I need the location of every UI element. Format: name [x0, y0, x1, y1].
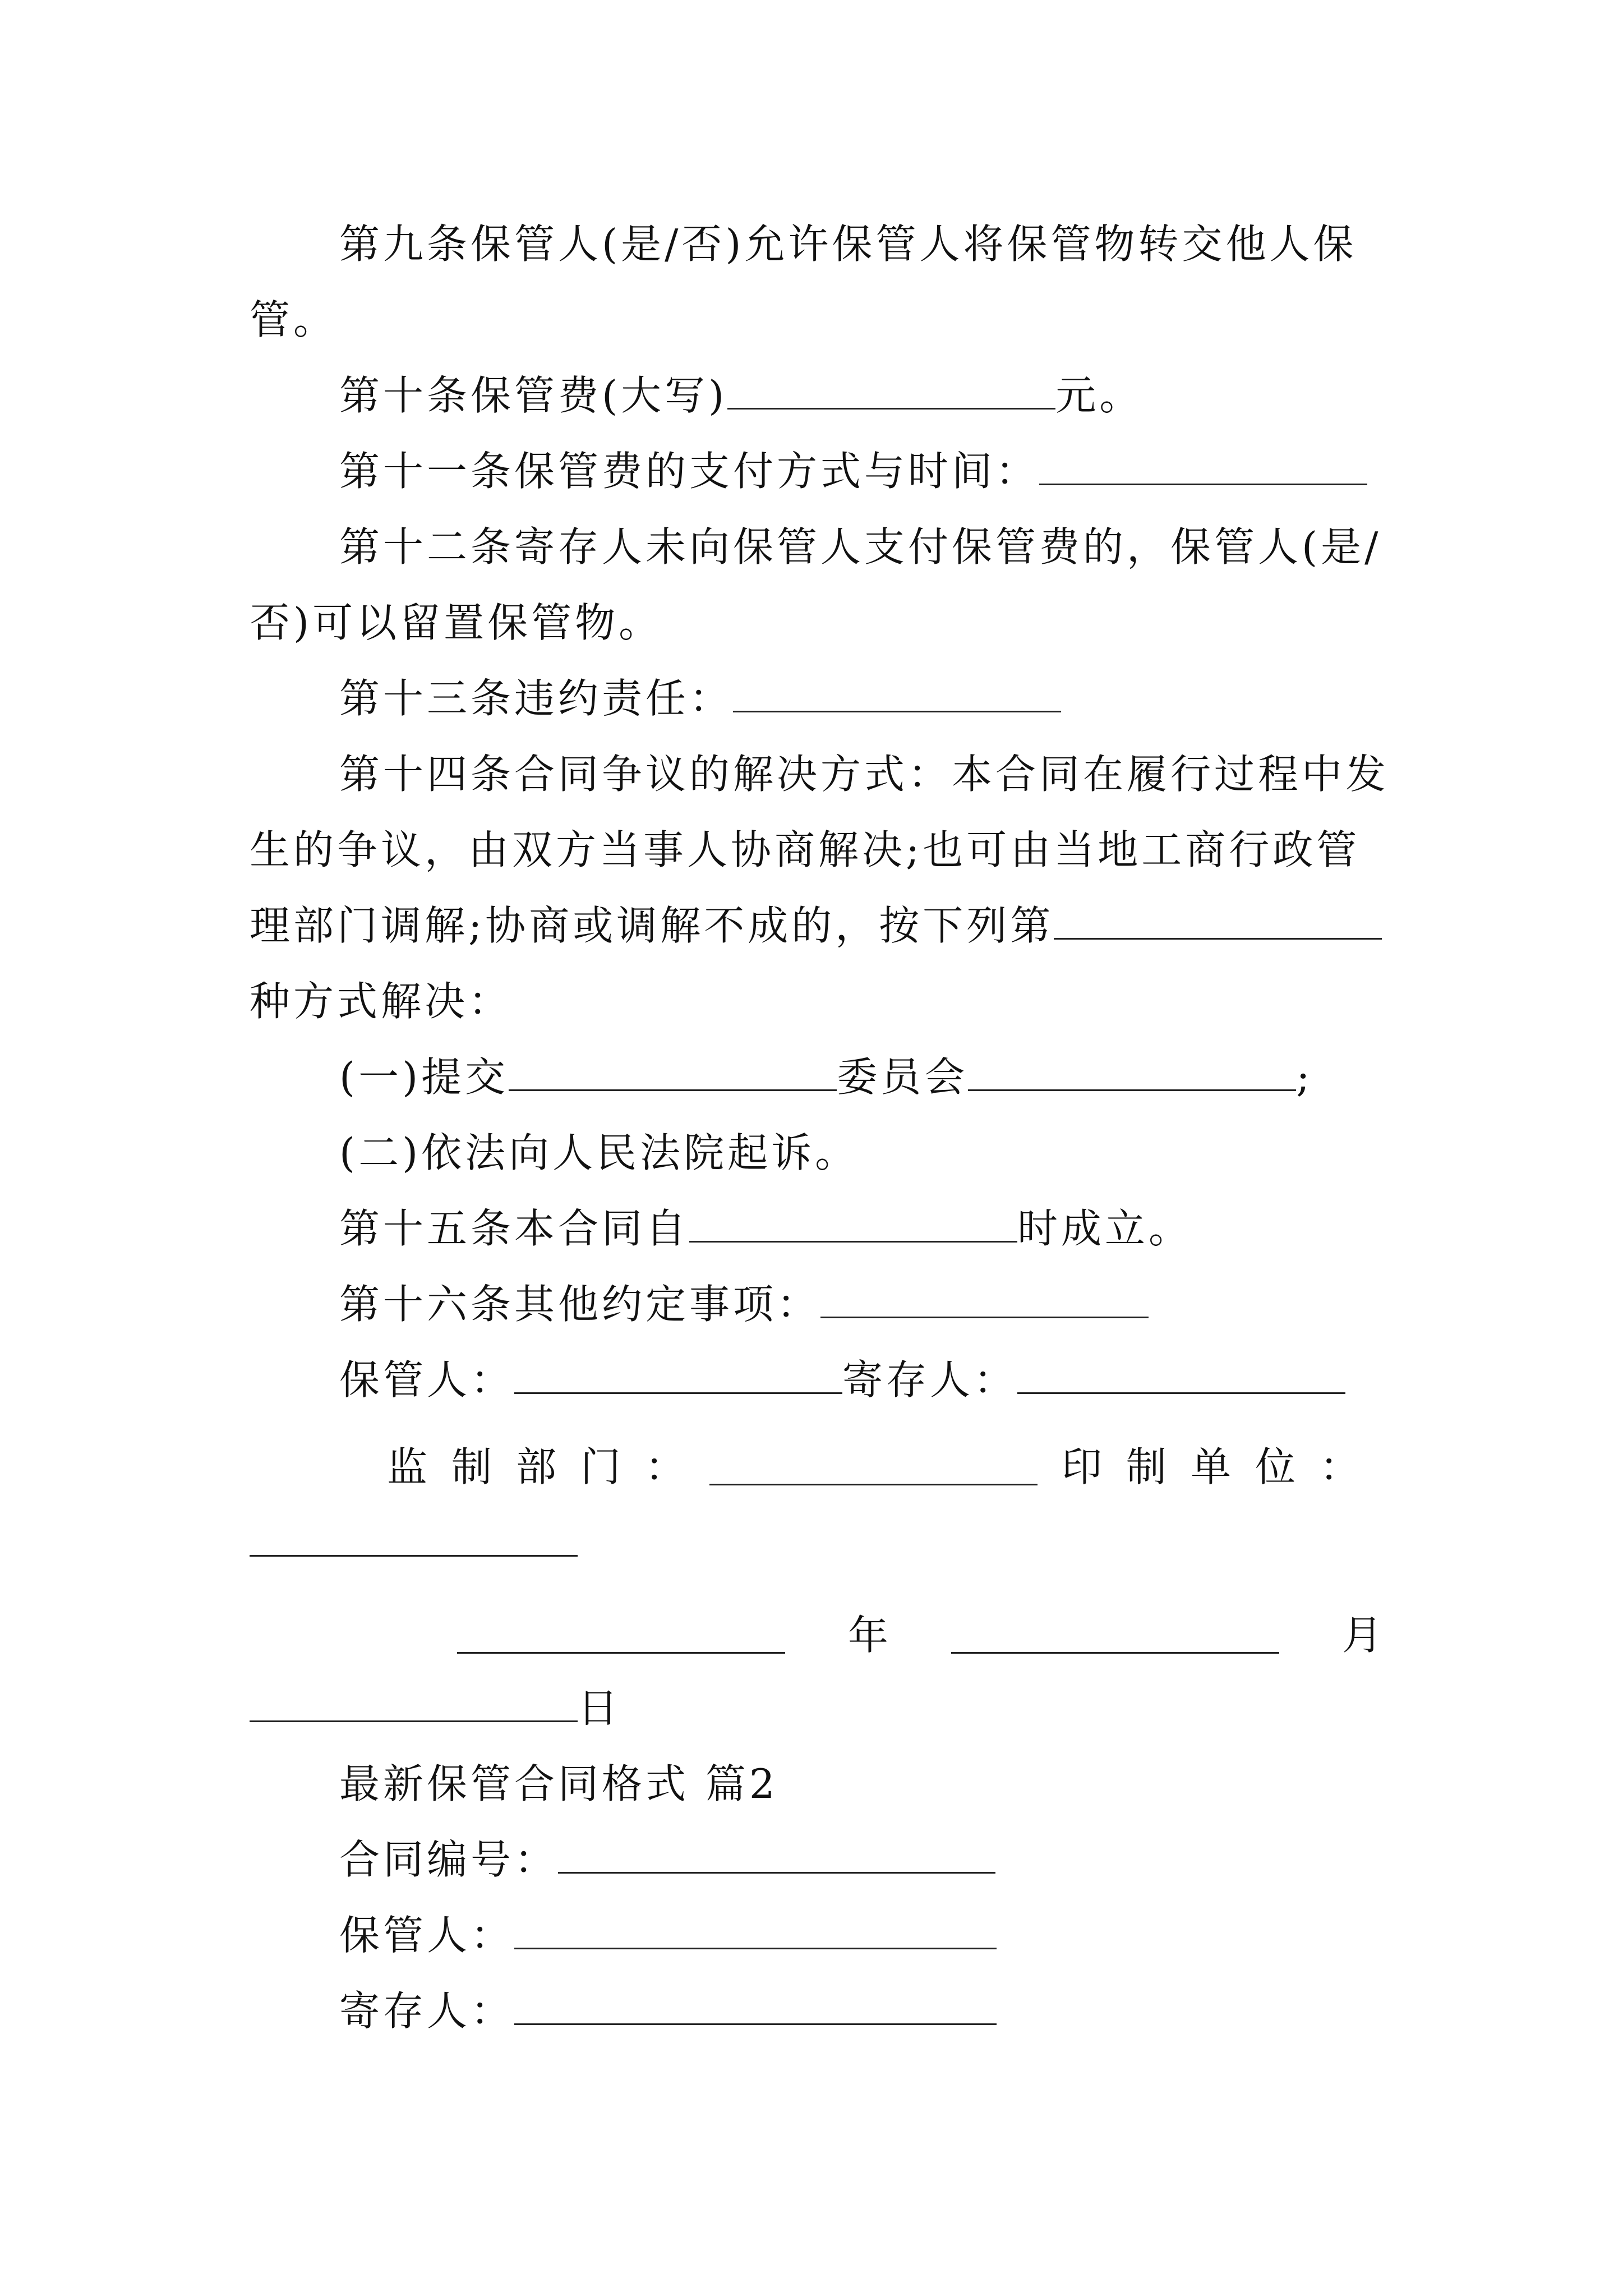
month-label: 月: [1341, 1612, 1382, 1659]
printer-char-5: ：: [1319, 1443, 1360, 1490]
depositor-label: 寄存人：: [842, 1356, 1018, 1404]
supervisor-char-5: ：: [645, 1443, 686, 1490]
depositor-2-line: [339, 1983, 997, 2039]
section-2-title: 最新保管合同格式 篇2: [339, 1760, 778, 1807]
supervisor-char-3: 部: [516, 1443, 557, 1490]
article-15-text: 第十五条本合同自: [339, 1205, 690, 1252]
printer-char-1: 印: [1061, 1443, 1102, 1490]
article-11: [339, 443, 1367, 499]
article-13-text: 第十三条违约责任：: [339, 675, 734, 722]
option-1: [339, 1049, 1313, 1105]
custodian-label: 保管人：: [339, 1356, 515, 1404]
contract-number-label: 合同编号：: [339, 1836, 559, 1883]
option-2: (二)依法向人民法院起诉。: [339, 1129, 859, 1176]
depositor-2-label: 寄存人：: [339, 1987, 515, 2035]
supervisor-char-2: 制: [451, 1443, 492, 1490]
article-9-line-2: 管。: [250, 296, 338, 343]
custodian-2-line: [339, 1907, 997, 1963]
committee-name-blank: [968, 1055, 1296, 1091]
article-14-line-1: 第十四条合同争议的解决方式：本合同在履行过程中发: [339, 751, 1390, 798]
arbitration-place-blank: [509, 1055, 837, 1091]
article-16: [339, 1276, 1149, 1332]
article-13: [339, 670, 1061, 726]
option-1-text: (一)提交: [339, 1053, 509, 1101]
article-12-line-2: 否)可以留置保管物。: [250, 599, 663, 646]
printer-char-3: 单: [1190, 1443, 1231, 1490]
supervisor-char-4: 门: [580, 1443, 621, 1490]
printer-char-4: 位: [1255, 1443, 1295, 1490]
article-14-line-3-text: 理部门调解;协商或调解不成的，按下列第: [250, 902, 1054, 949]
article-10: [339, 367, 1143, 424]
depositor-signature-blank: [1017, 1358, 1345, 1394]
depositor-2-blank: [514, 1989, 997, 2025]
supervisor-printer-line: [387, 1439, 1360, 1495]
other-matters-blank: [820, 1282, 1149, 1318]
custodian-signature-blank: [514, 1358, 842, 1394]
month-blank: [951, 1617, 1279, 1654]
payment-method-blank: [1039, 449, 1367, 485]
printer-blank-line: [250, 1515, 578, 1571]
article-12-line-1: 第十二条寄存人未向保管人支付保管费的，保管人(是/: [339, 523, 1382, 570]
effective-condition-blank: [689, 1206, 1017, 1243]
year-blank: [457, 1617, 785, 1654]
supervisor-char-1: 监: [387, 1443, 428, 1490]
article-15: [339, 1200, 1192, 1257]
supervisor-blank: [709, 1449, 1038, 1485]
date-line: [457, 1607, 1382, 1663]
article-16-text: 第十六条其他约定事项：: [339, 1281, 821, 1328]
day-label: 日: [578, 1685, 622, 1732]
signature-line: [339, 1352, 1345, 1408]
fee-amount-blank: [727, 373, 1055, 409]
contract-number-line: [339, 1832, 995, 1888]
article-10-suffix: 元。: [1055, 372, 1144, 419]
day-blank: [250, 1686, 578, 1722]
option-1-end: ;: [1296, 1053, 1313, 1101]
printer-blank: [250, 1520, 578, 1557]
article-11-text: 第十一条保管费的支付方式与时间：: [339, 448, 1040, 495]
day-line: [250, 1680, 621, 1736]
liability-blank: [733, 676, 1061, 712]
article-9-line-1: 第九条保管人(是/否)允许保管人将保管物转交他人保: [339, 220, 1357, 268]
printer-char-2: 制: [1126, 1443, 1166, 1490]
article-10-text: 第十条保管费(大写): [339, 372, 728, 419]
article-14-line-3: [250, 898, 1382, 954]
method-number-blank: [1054, 903, 1382, 940]
custodian-2-label: 保管人：: [339, 1912, 515, 1959]
custodian-2-blank: [514, 1913, 997, 1949]
article-14-line-4: 种方式解决：: [250, 978, 513, 1025]
year-label: 年: [847, 1612, 888, 1659]
article-14-line-2: 生的争议，由双方当事人协商解决;也可由当地工商行政管: [250, 826, 1361, 873]
article-15-suffix: 时成立。: [1017, 1205, 1193, 1252]
contract-number-blank: [558, 1837, 995, 1874]
option-1-committee: 委员会: [837, 1053, 969, 1101]
